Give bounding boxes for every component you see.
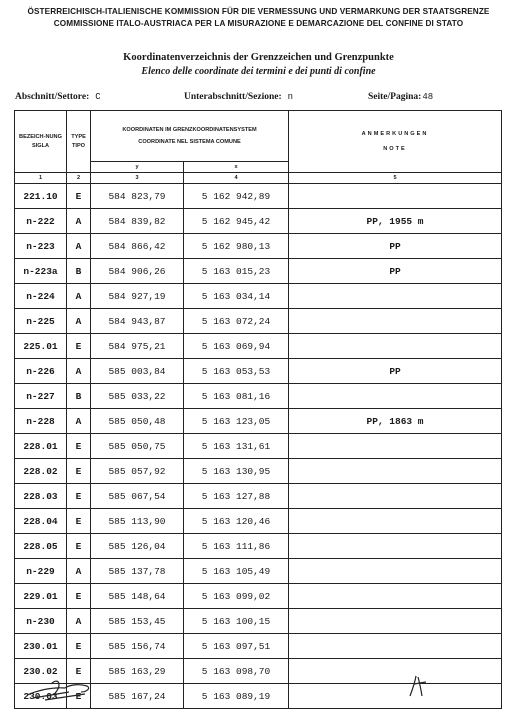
point-note (289, 684, 502, 709)
point-id: 228.01 (15, 434, 67, 459)
page-number: 48 (422, 92, 434, 102)
signature-right (404, 672, 444, 700)
col-header-notes (289, 111, 502, 173)
page-field (368, 92, 433, 102)
coordinate-y: 584 866,42 (91, 234, 184, 259)
point-id: n-230 (15, 609, 67, 634)
point-id: n-226 (15, 359, 67, 384)
coordinate-x: 5 163 099,02 (184, 584, 289, 609)
coordinate-y: 585 167,24 (91, 684, 184, 709)
point-id: 225.01 (15, 334, 67, 359)
coordinate-x: 5 163 131,61 (184, 434, 289, 459)
table-row (15, 234, 502, 259)
coordinate-y: 585 137,78 (91, 559, 184, 584)
notes-header-it: NOTE (383, 145, 407, 152)
coordinate-y: 584 927,19 (91, 284, 184, 309)
commission-name-de: ÖSTERREICHISCH-ITALIENISCHE KOMMISSION FÜR DIE VERMESSUNG UND VERMARKUNG DER STAATSGRENZE (27, 7, 490, 16)
coordinate-x: 5 162 980,13 (184, 234, 289, 259)
table-row (15, 534, 502, 559)
table-row (15, 484, 502, 509)
table-row (15, 409, 502, 434)
point-id: n-223a (15, 259, 67, 284)
point-note (289, 384, 502, 409)
coordinate-y: 585 153,45 (91, 609, 184, 634)
point-id: 228.05 (15, 534, 67, 559)
point-id: n-228 (15, 409, 67, 434)
point-note (289, 459, 502, 484)
document-title-de: Koordinatenverzeichnis der Grenzzeichen und Grenzpunkte (123, 52, 394, 63)
point-id: n-225 (15, 309, 67, 334)
section-field (15, 92, 101, 102)
point-id: 228.03 (15, 484, 67, 509)
table-row (15, 584, 502, 609)
table-row (15, 184, 502, 209)
coordinate-y: 585 113,90 (91, 509, 184, 534)
coord-header-it: COORDINATE NEL SISTEMA COMUNE (138, 139, 241, 145)
coordinate-y: 584 906,26 (91, 259, 184, 284)
point-note: PP (289, 234, 502, 259)
point-type: E (67, 509, 91, 534)
table-row (15, 259, 502, 284)
subsection-label: Unterabschnitt/Sezione: (184, 92, 282, 102)
table-row (15, 509, 502, 534)
point-type: A (67, 309, 91, 334)
point-note (289, 434, 502, 459)
point-note (289, 284, 502, 309)
point-note (289, 634, 502, 659)
col-number-5: 5 (289, 173, 502, 184)
coordinate-x: 5 163 089,19 (184, 684, 289, 709)
point-note (289, 509, 502, 534)
point-type: A (67, 409, 91, 434)
table-row (15, 459, 502, 484)
point-type: E (67, 184, 91, 209)
point-id: 228.04 (15, 509, 67, 534)
col-number-2: 2 (67, 173, 91, 184)
notes-header-de: ANMERKUNGEN (361, 131, 429, 138)
point-type: E (67, 584, 91, 609)
point-id: n-229 (15, 559, 67, 584)
point-id: 230.02 (15, 659, 67, 684)
coordinate-x: 5 163 053,53 (184, 359, 289, 384)
point-note (289, 484, 502, 509)
point-id: n-223 (15, 234, 67, 259)
table-row (15, 309, 502, 334)
point-note (289, 659, 502, 684)
point-type: E (67, 534, 91, 559)
table-row (15, 384, 502, 409)
point-note: PP, 1863 m (289, 409, 502, 434)
table-row (15, 434, 502, 459)
subsection-value: n (287, 92, 294, 102)
coordinate-x: 5 163 069,94 (184, 334, 289, 359)
table-row (15, 609, 502, 634)
page-label: Seite/Pagina: (368, 92, 422, 102)
coordinate-x: 5 163 100,15 (184, 609, 289, 634)
point-type: E (67, 659, 91, 684)
point-id: n-222 (15, 209, 67, 234)
point-id: n-224 (15, 284, 67, 309)
col-header-x: x (184, 162, 289, 173)
point-type: B (67, 384, 91, 409)
coordinate-y: 584 943,87 (91, 309, 184, 334)
document-title-it: Elenco delle coordinate dei termini e dei punti di confine (141, 66, 376, 77)
point-type: E (67, 484, 91, 509)
coordinate-y: 584 975,21 (91, 334, 184, 359)
point-note (289, 584, 502, 609)
point-type: E (67, 434, 91, 459)
coordinate-x: 5 163 123,05 (184, 409, 289, 434)
point-note: PP (289, 359, 502, 384)
point-type: A (67, 234, 91, 259)
coordinate-y: 585 033,22 (91, 384, 184, 409)
point-note (289, 309, 502, 334)
col-number-4: 4 (184, 173, 289, 184)
coordinate-x: 5 163 120,46 (184, 509, 289, 534)
point-note (289, 609, 502, 634)
coordinate-y: 585 050,48 (91, 409, 184, 434)
coordinate-y: 585 050,75 (91, 434, 184, 459)
coordinate-x: 5 163 105,49 (184, 559, 289, 584)
point-note (289, 534, 502, 559)
col-header-id: BEZEICH-NUNG SIGLA (15, 111, 67, 173)
col-header-type: TYPE TIPO (67, 111, 91, 173)
point-type: E (67, 634, 91, 659)
table-row (15, 334, 502, 359)
coordinate-y: 585 156,74 (91, 634, 184, 659)
point-type: A (67, 284, 91, 309)
point-type: E (67, 459, 91, 484)
col-number-1: 1 (15, 173, 67, 184)
coordinate-x: 5 163 097,51 (184, 634, 289, 659)
table-row (15, 634, 502, 659)
coordinate-x: 5 163 072,24 (184, 309, 289, 334)
point-id: 230.03 (15, 684, 67, 709)
point-note: PP, 1955 m (289, 209, 502, 234)
section-label: Abschnitt/Settore: (15, 92, 90, 102)
point-type: A (67, 609, 91, 634)
coordinate-x: 5 163 081,16 (184, 384, 289, 409)
point-note (289, 184, 502, 209)
subsection-field (184, 92, 293, 102)
coordinate-x: 5 162 942,89 (184, 184, 289, 209)
col-header-y: y (91, 162, 184, 173)
coordinate-y: 585 067,54 (91, 484, 184, 509)
point-type: A (67, 359, 91, 384)
col-header-coordinates (91, 111, 289, 162)
coordinate-x: 5 163 015,23 (184, 259, 289, 284)
point-type: E (67, 334, 91, 359)
table-row (15, 559, 502, 584)
signature-left (25, 676, 105, 702)
point-type: E (67, 684, 91, 709)
coordinate-x: 5 163 034,14 (184, 284, 289, 309)
commission-name-it: COMMISSIONE ITALO-AUSTRIACA PER LA MISURAZIONE E DEMARCAZIONE DEL CONFINE DI STATO (53, 19, 464, 28)
coord-header-de: KOORDINATEN IM GRENZKOORDINATENSYSTEM (122, 126, 257, 133)
coordinate-y: 585 003,84 (91, 359, 184, 384)
coordinate-y: 585 163,29 (91, 659, 184, 684)
coordinate-x: 5 163 111,86 (184, 534, 289, 559)
point-type: B (67, 259, 91, 284)
coordinate-y: 584 823,79 (91, 184, 184, 209)
coordinate-y: 584 839,82 (91, 209, 184, 234)
table-row (15, 359, 502, 384)
col-number-3: 3 (91, 173, 184, 184)
point-id: 221.10 (15, 184, 67, 209)
coordinate-x: 5 163 130,95 (184, 459, 289, 484)
point-note (289, 334, 502, 359)
table-row (15, 209, 502, 234)
coordinate-y: 585 148,64 (91, 584, 184, 609)
point-type: A (67, 209, 91, 234)
point-id: 229.01 (15, 584, 67, 609)
table-row (15, 284, 502, 309)
point-note (289, 559, 502, 584)
point-id: n-227 (15, 384, 67, 409)
coordinate-x: 5 163 098,70 (184, 659, 289, 684)
point-type: A (67, 559, 91, 584)
point-id: 228.02 (15, 459, 67, 484)
coordinate-y: 585 057,92 (91, 459, 184, 484)
coordinate-x: 5 162 945,42 (184, 209, 289, 234)
coordinate-table (14, 110, 502, 709)
coordinate-y: 585 126,04 (91, 534, 184, 559)
section-value: C (95, 92, 101, 102)
point-note: PP (289, 259, 502, 284)
point-id: 230.01 (15, 634, 67, 659)
coordinate-x: 5 163 127,88 (184, 484, 289, 509)
